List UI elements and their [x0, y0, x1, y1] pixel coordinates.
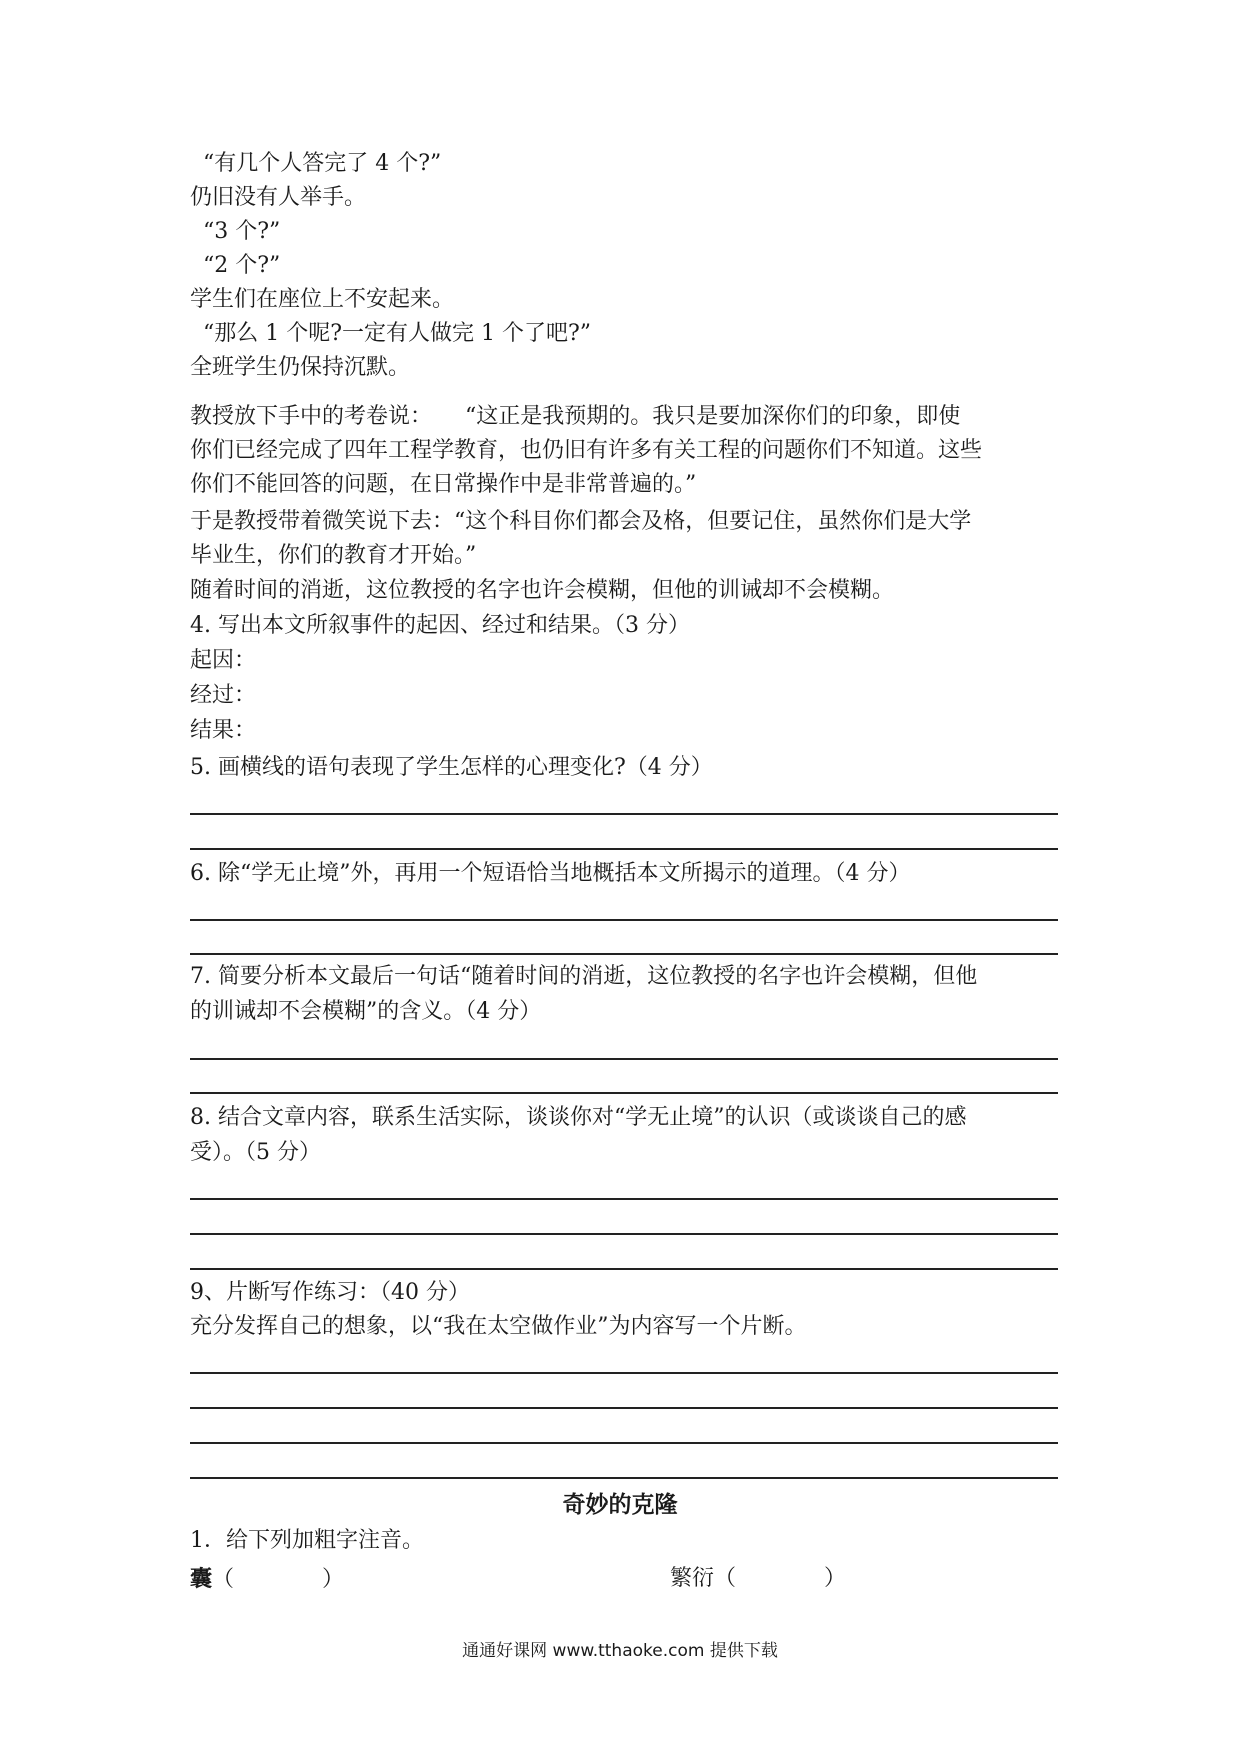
answer-line[interactable]: [190, 813, 1058, 815]
answer-line[interactable]: [190, 953, 1058, 955]
passage-line: “3 个?”: [203, 219, 281, 244]
question-9: 9、片断写作练习：（40 分）: [190, 1280, 470, 1305]
pinyin-blank[interactable]: （ ）: [714, 1566, 847, 1591]
section-2-question-1: 1．给下列加粗字注音。: [190, 1528, 424, 1553]
answer-line[interactable]: [190, 848, 1058, 850]
question-7: 7. 简要分析本文最后一句话“随着时间的消逝，这位教授的名字也许会模糊，但他: [190, 964, 978, 989]
passage-line: “有几个人答完了 4 个?”: [203, 151, 442, 176]
pinyin-item-2: [670, 1562, 846, 1596]
question-4-cause-label: 起因：: [190, 648, 257, 673]
passage-line: “那么 1 个呢?一定有人做完 1 个了吧?”: [203, 321, 592, 346]
page-footer: 通通好课网 www.tthaoke.com 提供下载: [462, 1641, 778, 1661]
passage-line: 你们不能回答的问题，在日常操作中是非常普遍的。”: [190, 472, 697, 497]
question-5: 5. 画横线的语句表现了学生怎样的心理变化?（4 分）: [190, 755, 713, 780]
question-6: 6. 除“学无止境”外，再用一个短语恰当地概括本文所揭示的道理。（4 分）: [190, 861, 911, 886]
passage-line: 你们已经完成了四年工程学教育，也仍旧有许多有关工程的问题你们不知道。这些: [190, 438, 983, 463]
pinyin-blank[interactable]: （ ）: [212, 1567, 345, 1592]
passage-line: 毕业生，你们的教育才开始。”: [190, 543, 477, 568]
question-4-process-label: 经过：: [190, 683, 257, 708]
answer-line[interactable]: [190, 1477, 1058, 1479]
passage-line: “2 个?”: [203, 253, 281, 278]
answer-line[interactable]: [190, 1372, 1058, 1374]
pinyin-item-1: [190, 1562, 344, 1597]
passage-line: 仍旧没有人举手。: [190, 185, 367, 210]
question-8: 8. 结合文章内容，联系生活实际，谈谈你对“学无止境”的认识（或谈谈自己的感: [190, 1105, 967, 1130]
question-4: 4. 写出本文所叙事件的起因、经过和结果。（3 分）: [190, 613, 690, 638]
question-7-cont: 的训诫却不会模糊”的含义。（4 分）: [190, 999, 542, 1024]
answer-line[interactable]: [190, 1058, 1058, 1060]
answer-line[interactable]: [190, 1442, 1058, 1444]
answer-line[interactable]: [190, 919, 1058, 921]
answer-line[interactable]: [190, 1233, 1058, 1235]
question-9-prompt: 充分发挥自己的想象，以“我在太空做作业”为内容写一个片断。: [190, 1314, 807, 1339]
passage-line: 学生们在座位上不安起来。: [190, 287, 455, 312]
passage-line: 全班学生仍保持沉默。: [190, 355, 411, 380]
question-4-result-label: 结果：: [190, 718, 257, 743]
answer-line[interactable]: [190, 1407, 1058, 1409]
bold-character: 囊: [190, 1566, 213, 1592]
question-8-cont: 受）。（5 分）: [190, 1140, 321, 1165]
passage-line: 随着时间的消逝，这位教授的名字也许会模糊，但他的训诫却不会模糊。: [190, 578, 895, 603]
answer-line[interactable]: [190, 1092, 1058, 1094]
passage-line: 教授放下手中的考卷说： “这正是我预期的。我只是要加深你们的印象，即使: [190, 404, 961, 429]
section-title: 奇妙的克隆: [562, 1491, 678, 1518]
passage-line: 于是教授带着微笑说下去：“这个科目你们都会及格，但要记住，虽然你们是大学: [190, 509, 972, 534]
answer-line[interactable]: [190, 1198, 1058, 1200]
answer-line[interactable]: [190, 1268, 1058, 1270]
word: 繁衍: [670, 1566, 715, 1591]
